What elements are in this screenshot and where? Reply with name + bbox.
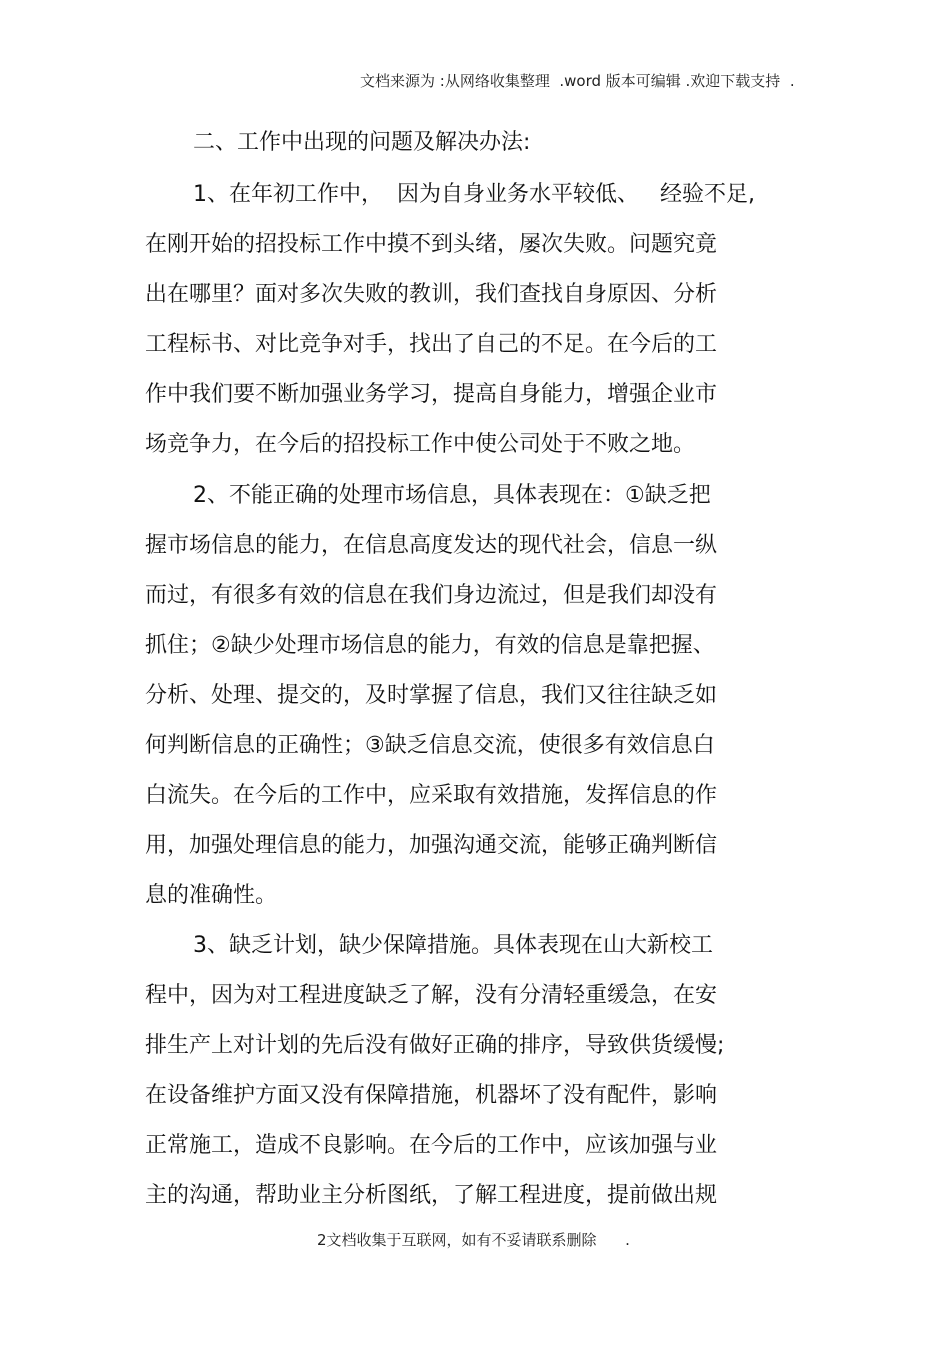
paragraph-2-start: 2、不能正确的处理市场信息，具体表现在：①缺乏把 (193, 483, 711, 508)
paragraph-line: 作中我们要不断加强业务学习，提高自身能力，增强企业市 (145, 382, 718, 407)
paragraph-1-start: 1、在年初工作中， 因为自身业务水平较低、 经验不足, (193, 182, 755, 207)
section-heading: 二、工作中出现的问题及解决办法: (193, 130, 531, 155)
paragraph-line: 抓住；②缺少处理市场信息的能力，有效的信息是靠把握、 (145, 633, 715, 658)
paragraph-line: 握市场信息的能力，在信息高度发达的现代社会，信息一纵 (145, 533, 718, 558)
paragraph-line: 而过，有很多有效的信息在我们身边流过，但是我们却没有 (145, 583, 718, 608)
paragraph-line: 何判断信息的正确性；③缺乏信息交流，使很多有效信息白 (145, 733, 715, 758)
paragraph-line: 用，加强处理信息的能力，加强沟通交流，能够正确判断信 (145, 833, 718, 858)
paragraph-3-start: 3、缺乏计划，缺少保障措施。具体表现在山大新校工 (193, 933, 713, 958)
paragraph-line: 排生产上对计划的先后没有做好正确的排序，导致供货缓慢; (145, 1033, 725, 1058)
paragraph-line: 在刚开始的招投标工作中摸不到头绪，屡次失败。问题究竟 (145, 232, 718, 257)
paragraph-line: 主的沟通，帮助业主分析图纸，了解工程进度，提前做出规 (145, 1183, 718, 1208)
paragraph-line: 白流失。在今后的工作中，应采取有效措施，发挥信息的作 (145, 783, 718, 808)
paragraph-line: 程中，因为对工程进度缺乏了解，没有分清轻重缓急，在安 (145, 983, 718, 1008)
page-header: 文档来源为 :从网络收集整理 .word 版本可编辑 .欢迎下载支持 . (360, 72, 795, 90)
paragraph-line: 在设备维护方面又没有保障措施，机器坏了没有配件，影响 (145, 1083, 718, 1108)
page-footer: 2文档收集于互联网，如有不妥请联系删除 . (317, 1231, 630, 1249)
paragraph-line: 正常施工，造成不良影响。在今后的工作中，应该加强与业 (145, 1133, 718, 1158)
paragraph-line: 场竞争力，在今后的招投标工作中使公司处于不败之地。 (145, 432, 696, 457)
paragraph-line: 出在哪里？面对多次失败的教训，我们查找自身原因、分析 (145, 282, 718, 307)
paragraph-line: 工程标书、对比竞争对手，找出了自己的不足。在今后的工 (145, 332, 718, 357)
paragraph-line: 分析、处理、提交的，及时掌握了信息，我们又往往缺乏如 (145, 683, 718, 708)
paragraph-line: 息的准确性。 (145, 883, 278, 908)
